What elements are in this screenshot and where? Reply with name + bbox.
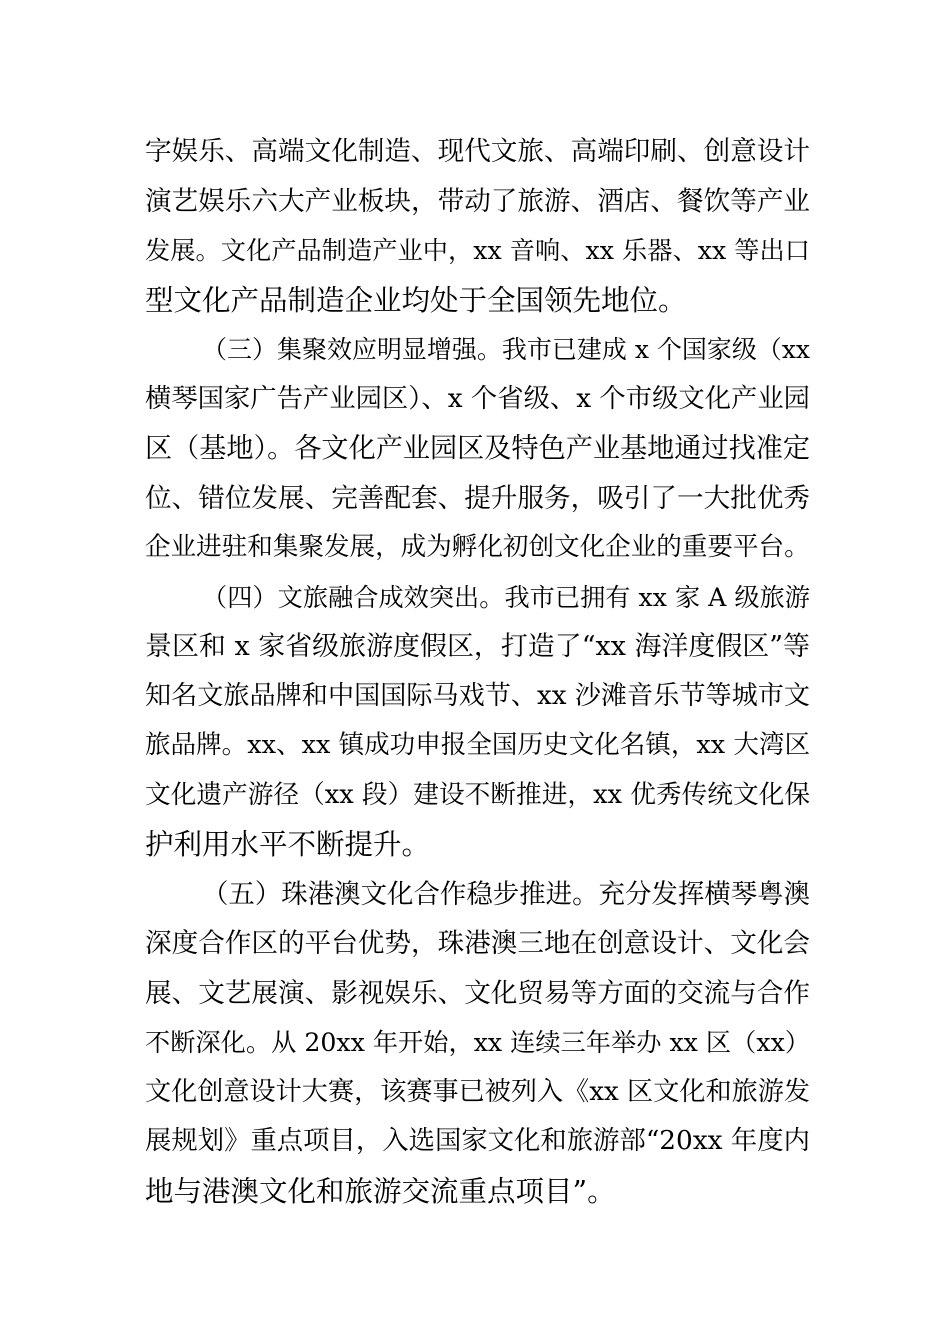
text-line: 文化遗产游径（xx 段）建设不断推进，xx 优秀传统文化保 <box>145 779 810 810</box>
text-line: 位、错位发展、完善配套、提升服务，吸引了一大批优秀 <box>145 482 810 514</box>
text-line: （三）集聚效应明显增强。我市已建成 x 个国家级（xx <box>202 335 810 364</box>
text-line: 发展。文化产品制造产业中，xx 音响、xx 乐器、xx 等出口 <box>145 236 810 265</box>
text-line: 地与港澳文化和旅游交流重点项目”。 <box>145 1174 616 1208</box>
text-line: 型文化产品制造企业均处于全国领先地位。 <box>145 283 687 317</box>
text-line: 不断深化。从 20xx 年开始，xx 连续三年举办 xx 区（xx） <box>145 1028 810 1057</box>
text-line: 景区和 x 家省级旅游度假区，打造了“xx 海洋度假区”等 <box>145 631 810 662</box>
text-line: 展规划》重点项目，入选国家文化和旅游部“20xx 年度内 <box>145 1126 810 1156</box>
text-line: 企业进驻和集聚发展，成为孵化初创文化企业的重要平台。 <box>145 532 810 562</box>
text-line: 横琴国家广告产业园区）、x 个省级、x 个市级文化产业园 <box>145 383 810 414</box>
text-line: 演艺娱乐六大产业板块，带动了旅游、酒店、餐饮等产业 <box>145 185 810 217</box>
text-line: （四）文旅融合成效突出。我市已拥有 xx 家 A 级旅游 <box>202 582 810 612</box>
text-line: 展、文艺展演、影视娱乐、文化贸易等方面的交流与合作 <box>145 977 810 1009</box>
text-line: 知名文旅品牌和中国国际马戏节、xx 沙滩音乐节等城市文 <box>145 680 810 711</box>
body-text <box>145 127 810 1216</box>
text-line: 文化创意设计大赛，该赛事已被列入《xx 区文化和旅游发 <box>145 1076 810 1107</box>
text-line: 深度合作区的平台优势，珠港澳三地在创意设计、文化会 <box>145 928 810 959</box>
text-line: 旅品牌。xx、xx 镇成功申报全国历史文化名镇，xx 大湾区 <box>145 730 810 760</box>
text-line: 区（基地）。各文化产业园区及特色产业基地通过找准定 <box>145 433 810 464</box>
text-line: 护利用水平不断提升。 <box>145 828 431 861</box>
text-line: （五）珠港澳文化合作稳步推进。充分发挥横琴粤澳 <box>202 878 810 910</box>
text-line: 字娱乐、高端文化制造、现代文旅、高端印刷、创意设计 <box>145 136 810 167</box>
